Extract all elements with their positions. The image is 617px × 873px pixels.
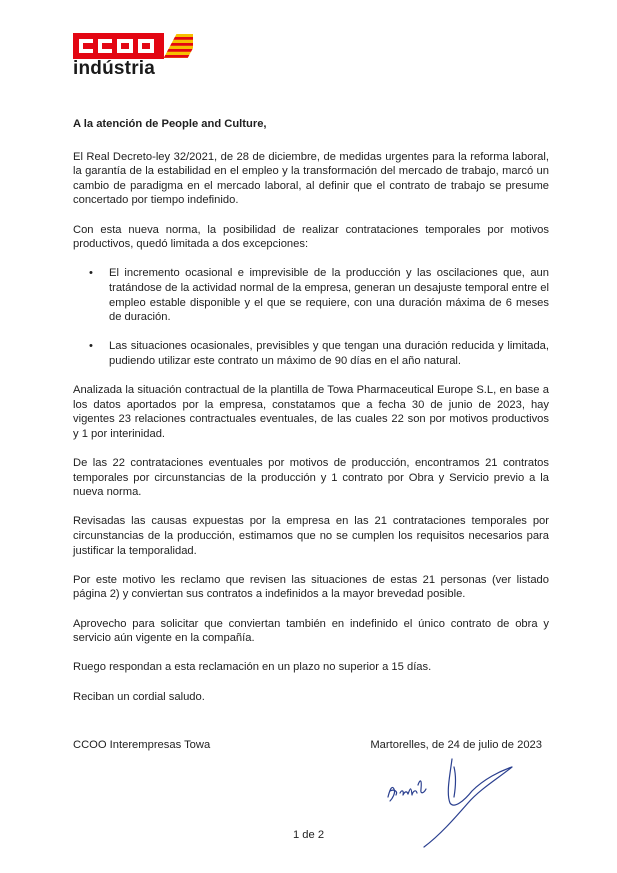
list-item-text: Las situaciones ocasionales, previsibles y que tengan una duración reducida y limitada, pudiendo utilizar este contrato un máximo de 90 días en el año natural. xyxy=(109,340,549,367)
paragraph-contracts: De las 22 contrataciones eventuales por motivos de producción, encontramos 21 contratos temporales por circunstancias de la producción y 1 contrato por Obra y Servicio previo a la nueva norma. xyxy=(73,457,549,499)
ccoo-industria-logo xyxy=(73,33,193,79)
bullet-icon: • xyxy=(89,267,93,280)
paragraph-deadline: Ruego respondan a esta reclamación en un plazo no superior a 15 días. xyxy=(73,661,432,674)
bullet-icon: • xyxy=(89,340,93,353)
list-item xyxy=(73,266,549,324)
list-item xyxy=(73,339,549,368)
paragraph-request: Aprovecho para solicitar que conviertan también en indefinido el único contrato de obra y servicio aún vigente en la compañía. xyxy=(73,617,549,645)
paragraph-claim: Por este motivo les reclamo que revisen las situaciones de estas 21 personas (ver listado página 2) y conviertan sus contratos a indefinidos a la mayor brevedad posible. xyxy=(73,573,549,601)
paragraph-decree: El Real Decreto-ley 32/2021, de 28 de diciembre, de medidas urgentes para la reforma laboral, la garantía de la estabilidad en el empleo y la transformación del mercado de trabajo, marcó un cambio de paradigma en el mercado laboral, al definir que el contrato de trabajo se presume concertado por tiempo indefinido. xyxy=(73,150,549,207)
paragraph-review: Revisadas las causas expuestas por la empresa en las 21 contrataciones temporales por circunstancias de la producción, estimamos que no se cumplen los requisitos necesarios para justificar la temporalidad. xyxy=(73,515,549,557)
closing: Reciban un cordial saludo. xyxy=(73,690,205,703)
ccoo-logo-mark xyxy=(73,33,193,59)
page-number: 1 de 2 xyxy=(292,829,325,841)
paragraph-new-norm: Con esta nueva norma, la posibilidad de realizar contrataciones temporales por motivos productivos, quedó limitada a dos excepciones: xyxy=(73,223,549,251)
letter-body xyxy=(73,117,549,719)
list-item-text: El incremento ocasional e imprevisible de la producción y las oscilaciones que, aun tratándose de la actividad normal de la empresa, generan un desajuste temporal entre el empleo estable disponible y el que se requiere, con una duración máxima de 6 meses de duración. xyxy=(109,267,549,324)
place-date: Martorelles, de 24 de julio de 2023 xyxy=(370,739,542,751)
exceptions-list xyxy=(73,266,549,368)
salutation: A la atención de People and Culture, xyxy=(73,118,267,130)
paragraph-analysis: Analizada la situación contractual de la plantilla de Towa Pharmaceutical Europe S.L, en base a los datos aportados por la empresa, constatamos que a fecha 30 de junio de 2023, hay vigentes 23 relaciones contractuales eventuales, de las cuales 22 son por motivos productivos y 1 por interinidad. xyxy=(73,384,549,440)
sender: CCOO Interempresas Towa xyxy=(73,739,211,751)
logo-subtitle: indústria xyxy=(73,58,156,79)
